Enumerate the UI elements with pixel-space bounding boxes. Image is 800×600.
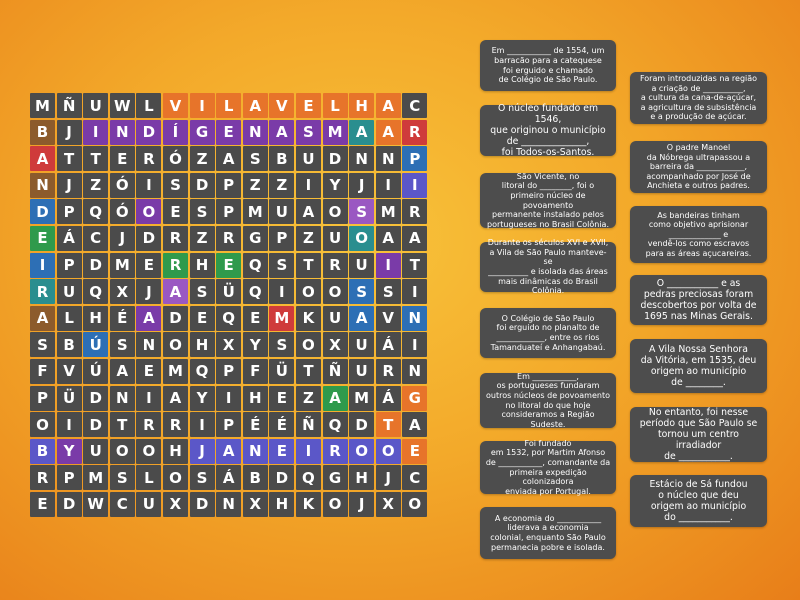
letter-cell[interactable]: A xyxy=(402,412,427,437)
letter-cell[interactable]: N xyxy=(136,332,161,357)
letter-cell[interactable]: E xyxy=(296,93,321,118)
letter-cell[interactable]: J xyxy=(349,173,374,198)
letter-cell[interactable]: K xyxy=(296,306,321,331)
letter-cell[interactable]: Q xyxy=(243,279,268,304)
letter-cell[interactable]: E xyxy=(216,253,241,278)
letter-cell[interactable]: D xyxy=(136,226,161,251)
letter-cell[interactable]: N xyxy=(376,146,401,171)
letter-cell[interactable]: S xyxy=(349,199,374,224)
letter-cell[interactable]: T xyxy=(296,253,321,278)
letter-cell[interactable]: Ü xyxy=(216,279,241,304)
letter-cell[interactable]: A xyxy=(269,120,294,145)
letter-cell[interactable]: E xyxy=(190,306,215,331)
letter-cell[interactable]: U xyxy=(349,332,374,357)
letter-cell[interactable]: N xyxy=(402,306,427,331)
letter-cell[interactable]: H xyxy=(190,332,215,357)
letter-cell[interactable]: W xyxy=(83,492,108,517)
letter-cell[interactable]: S xyxy=(296,120,321,145)
letter-cell[interactable]: N xyxy=(402,359,427,384)
clue-card[interactable]: A Vila Nossa Senhora da Vitória, em 1535, deu origem ao município de ________. xyxy=(630,339,767,393)
clue-card[interactable]: Estácio de Sá fundou o núcleo que deu origem ao município do ___________. xyxy=(630,475,767,527)
letter-cell[interactable]: H xyxy=(83,306,108,331)
letter-cell[interactable]: Q xyxy=(216,306,241,331)
letter-cell[interactable]: R xyxy=(402,120,427,145)
letter-cell[interactable]: X xyxy=(110,279,135,304)
letter-cell[interactable]: T xyxy=(296,359,321,384)
letter-cell[interactable]: U xyxy=(136,492,161,517)
letter-cell[interactable]: O xyxy=(323,199,348,224)
letter-cell[interactable]: O xyxy=(402,492,427,517)
letter-cell[interactable]: I xyxy=(402,279,427,304)
letter-cell[interactable]: A xyxy=(30,306,55,331)
letter-cell[interactable]: B xyxy=(269,146,294,171)
letter-cell[interactable]: A xyxy=(243,93,268,118)
letter-cell[interactable]: Á xyxy=(57,226,82,251)
letter-cell[interactable]: I xyxy=(190,93,215,118)
letter-cell[interactable]: R xyxy=(163,253,188,278)
letter-cell[interactable]: Á xyxy=(376,386,401,411)
letter-cell[interactable]: X xyxy=(376,492,401,517)
letter-cell[interactable]: M xyxy=(376,199,401,224)
letter-cell[interactable]: Q xyxy=(323,412,348,437)
clue-card[interactable]: O núcleo fundado em 1546, que originou o município de ______________, foi Todos-os-Santos. xyxy=(480,105,616,156)
letter-cell[interactable]: M xyxy=(163,359,188,384)
clue-card[interactable]: São Vicente, no litoral do ________, foi o primeiro núcleo de povoamento permanente instalado pelos portugueses no Brasil Colônia. xyxy=(480,173,616,228)
clue-card[interactable]: O Colégio de São Paulo foi erguido no planalto de ____________, entre os rios Tamanduateí e Anhangabaú. xyxy=(480,308,616,358)
letter-cell[interactable]: Ú xyxy=(83,359,108,384)
letter-cell[interactable]: J xyxy=(136,279,161,304)
letter-cell[interactable]: S xyxy=(243,146,268,171)
letter-cell[interactable]: Z xyxy=(190,226,215,251)
letter-cell[interactable]: H xyxy=(269,492,294,517)
letter-cell[interactable]: I xyxy=(269,279,294,304)
letter-cell[interactable]: I xyxy=(296,439,321,464)
letter-cell[interactable]: D xyxy=(57,492,82,517)
letter-cell[interactable]: I xyxy=(136,386,161,411)
letter-cell[interactable]: R xyxy=(30,279,55,304)
word-search-grid xyxy=(30,93,427,517)
letter-cell[interactable]: Q xyxy=(83,199,108,224)
letter-cell[interactable]: M xyxy=(243,199,268,224)
letter-cell[interactable]: N xyxy=(216,492,241,517)
letter-cell[interactable]: O xyxy=(376,439,401,464)
clue-card[interactable]: O ___________ e as pedras preciosas foram descobertos por volta de 1695 nas Minas Gerais. xyxy=(630,275,767,325)
letter-cell[interactable]: R xyxy=(323,439,348,464)
letter-cell[interactable]: U xyxy=(83,439,108,464)
letter-cell[interactable]: P xyxy=(57,253,82,278)
letter-cell[interactable]: N xyxy=(349,146,374,171)
letter-cell[interactable]: Z xyxy=(190,146,215,171)
letter-cell[interactable]: I xyxy=(402,173,427,198)
letter-cell[interactable]: J xyxy=(376,465,401,490)
letter-cell[interactable]: T xyxy=(57,146,82,171)
letter-cell[interactable]: H xyxy=(349,93,374,118)
letter-cell[interactable]: P xyxy=(402,146,427,171)
letter-cell[interactable]: Á xyxy=(376,332,401,357)
letter-cell[interactable]: I xyxy=(216,386,241,411)
letter-cell[interactable]: F xyxy=(243,359,268,384)
letter-cell[interactable]: M xyxy=(323,120,348,145)
letter-cell[interactable]: S xyxy=(110,332,135,357)
letter-cell[interactable]: Z xyxy=(269,173,294,198)
letter-cell[interactable]: A xyxy=(216,146,241,171)
letter-cell[interactable]: J xyxy=(110,226,135,251)
letter-cell[interactable]: G xyxy=(190,120,215,145)
letter-cell[interactable]: N xyxy=(243,120,268,145)
letter-cell[interactable]: P xyxy=(57,465,82,490)
letter-cell[interactable]: Ñ xyxy=(323,359,348,384)
letter-cell[interactable]: E xyxy=(163,199,188,224)
letter-cell[interactable]: Ñ xyxy=(296,412,321,437)
letter-cell[interactable]: É xyxy=(269,412,294,437)
letter-cell[interactable]: C xyxy=(402,93,427,118)
letter-cell[interactable]: Ü xyxy=(269,359,294,384)
letter-cell[interactable]: O xyxy=(323,279,348,304)
letter-cell[interactable]: I xyxy=(190,412,215,437)
letter-cell[interactable]: E xyxy=(136,253,161,278)
letter-cell[interactable]: R xyxy=(163,226,188,251)
letter-cell[interactable]: H xyxy=(190,253,215,278)
letter-cell[interactable]: Z xyxy=(296,386,321,411)
letter-cell[interactable]: C xyxy=(110,492,135,517)
letter-cell[interactable]: U xyxy=(323,306,348,331)
letter-cell[interactable]: P xyxy=(216,199,241,224)
letter-cell[interactable]: Q xyxy=(243,253,268,278)
letter-cell[interactable]: T xyxy=(110,412,135,437)
letter-cell[interactable]: I xyxy=(376,253,401,278)
letter-cell[interactable]: U xyxy=(269,199,294,224)
letter-cell[interactable]: A xyxy=(402,226,427,251)
letter-cell[interactable]: E xyxy=(243,306,268,331)
letter-cell[interactable]: M xyxy=(269,306,294,331)
letter-cell[interactable]: I xyxy=(296,173,321,198)
letter-cell[interactable]: O xyxy=(163,465,188,490)
letter-cell[interactable]: P xyxy=(269,226,294,251)
letter-cell[interactable]: Á xyxy=(216,465,241,490)
letter-cell[interactable]: A xyxy=(323,386,348,411)
letter-cell[interactable]: D xyxy=(163,306,188,331)
letter-cell[interactable]: A xyxy=(376,226,401,251)
letter-cell[interactable]: V xyxy=(163,93,188,118)
letter-cell[interactable]: M xyxy=(110,253,135,278)
letter-cell[interactable]: Z xyxy=(243,173,268,198)
letter-cell[interactable]: I xyxy=(376,173,401,198)
letter-cell[interactable]: R xyxy=(216,226,241,251)
letter-cell[interactable]: J xyxy=(190,439,215,464)
letter-cell[interactable]: S xyxy=(269,332,294,357)
letter-cell[interactable]: I xyxy=(402,332,427,357)
letter-cell[interactable]: Ú xyxy=(83,332,108,357)
letter-cell[interactable]: D xyxy=(190,492,215,517)
letter-cell[interactable]: P xyxy=(216,412,241,437)
letter-cell[interactable]: P xyxy=(30,386,55,411)
letter-cell[interactable]: Y xyxy=(57,439,82,464)
letter-cell[interactable]: I xyxy=(57,412,82,437)
letter-cell[interactable]: J xyxy=(349,492,374,517)
letter-cell[interactable]: B xyxy=(57,332,82,357)
letter-cell[interactable]: R xyxy=(402,199,427,224)
letter-cell[interactable]: K xyxy=(296,492,321,517)
letter-cell[interactable]: O xyxy=(323,492,348,517)
letter-cell[interactable]: P xyxy=(216,173,241,198)
letter-cell[interactable]: M xyxy=(30,93,55,118)
letter-cell[interactable]: L xyxy=(323,93,348,118)
clue-card[interactable]: Em ___________, os portugueses fundaram outros núcleos de povoamento no litoral do que hoje consideramos a Região Sudeste. xyxy=(480,373,616,428)
letter-cell[interactable]: Q xyxy=(83,279,108,304)
letter-cell[interactable]: O xyxy=(163,332,188,357)
letter-cell[interactable]: É xyxy=(243,412,268,437)
letter-cell[interactable]: W xyxy=(110,93,135,118)
letter-cell[interactable]: E xyxy=(136,359,161,384)
letter-cell[interactable]: V xyxy=(57,359,82,384)
letter-cell[interactable]: D xyxy=(190,173,215,198)
clue-card[interactable]: Foram introduzidas na região a criação de __________, a cultura da cana-de-açúcar, a agricultura de subsistência e a produção de açúcar. xyxy=(630,72,767,124)
letter-cell[interactable]: U xyxy=(323,226,348,251)
letter-cell[interactable]: J xyxy=(57,120,82,145)
clue-card[interactable]: O padre Manoel da Nóbrega ultrapassou a barreira da ____________, acompanhado por José de Anchieta e outros padres. xyxy=(630,141,767,193)
letter-cell[interactable]: R xyxy=(163,412,188,437)
letter-cell[interactable]: A xyxy=(349,120,374,145)
letter-cell[interactable]: N xyxy=(243,439,268,464)
letter-cell[interactable]: Ó xyxy=(110,199,135,224)
letter-cell[interactable]: D xyxy=(83,412,108,437)
letter-cell[interactable]: B xyxy=(30,120,55,145)
letter-cell[interactable]: H xyxy=(163,439,188,464)
letter-cell[interactable]: U xyxy=(83,93,108,118)
letter-cell[interactable]: X xyxy=(243,492,268,517)
letter-cell[interactable]: H xyxy=(349,465,374,490)
letter-cell[interactable]: A xyxy=(376,120,401,145)
letter-cell[interactable]: O xyxy=(110,439,135,464)
letter-cell[interactable]: X xyxy=(163,492,188,517)
letter-cell[interactable]: C xyxy=(83,226,108,251)
letter-cell[interactable]: R xyxy=(136,146,161,171)
letter-cell[interactable]: D xyxy=(30,199,55,224)
letter-cell[interactable]: A xyxy=(216,439,241,464)
letter-cell[interactable]: U xyxy=(349,359,374,384)
letter-cell[interactable]: D xyxy=(323,146,348,171)
letter-cell[interactable]: G xyxy=(243,226,268,251)
letter-cell[interactable]: S xyxy=(30,332,55,357)
letter-cell[interactable]: D xyxy=(83,386,108,411)
letter-cell[interactable]: E xyxy=(30,226,55,251)
letter-cell[interactable]: L xyxy=(57,306,82,331)
letter-cell[interactable]: X xyxy=(323,332,348,357)
letter-cell[interactable]: F xyxy=(30,359,55,384)
clue-card[interactable]: As bandeiras tinham como objetivo aprisionar _____________ e vendê-los como escravos para as áreas açucareiras. xyxy=(630,206,767,263)
letter-cell[interactable]: O xyxy=(136,199,161,224)
letter-cell[interactable]: Ü xyxy=(57,386,82,411)
letter-cell[interactable]: B xyxy=(30,439,55,464)
letter-cell[interactable]: R xyxy=(323,253,348,278)
letter-cell[interactable]: S xyxy=(190,465,215,490)
letter-cell[interactable]: S xyxy=(269,253,294,278)
letter-cell[interactable]: É xyxy=(110,306,135,331)
letter-cell[interactable]: S xyxy=(349,279,374,304)
letter-cell[interactable]: M xyxy=(83,465,108,490)
letter-cell[interactable]: A xyxy=(349,306,374,331)
letter-cell[interactable]: Y xyxy=(243,332,268,357)
letter-cell[interactable]: O xyxy=(136,439,161,464)
letter-cell[interactable]: Z xyxy=(83,173,108,198)
letter-cell[interactable]: O xyxy=(349,439,374,464)
letter-cell[interactable]: U xyxy=(57,279,82,304)
letter-cell[interactable]: C xyxy=(402,465,427,490)
letter-cell[interactable]: D xyxy=(136,120,161,145)
letter-cell[interactable]: I xyxy=(30,253,55,278)
letter-cell[interactable]: A xyxy=(163,279,188,304)
letter-cell[interactable]: N xyxy=(110,120,135,145)
letter-cell[interactable]: R xyxy=(136,412,161,437)
letter-cell[interactable]: E xyxy=(30,492,55,517)
letter-cell[interactable]: Q xyxy=(296,465,321,490)
letter-cell[interactable]: Ñ xyxy=(57,93,82,118)
letter-cell[interactable]: T xyxy=(376,412,401,437)
letter-cell[interactable]: Y xyxy=(190,386,215,411)
letter-cell[interactable]: N xyxy=(30,173,55,198)
clue-card[interactable]: Durante os séculos XVI e XVII, a Vila de São Paulo manteve-se __________ e isolada das áreas mais dinâmicas do Brasil Colônia. xyxy=(480,242,616,292)
letter-cell[interactable]: S xyxy=(190,279,215,304)
letter-cell[interactable]: E xyxy=(402,439,427,464)
letter-cell[interactable]: R xyxy=(376,359,401,384)
letter-cell[interactable]: G xyxy=(402,386,427,411)
letter-cell[interactable]: E xyxy=(269,439,294,464)
letter-cell[interactable]: I xyxy=(136,173,161,198)
letter-cell[interactable]: D xyxy=(269,465,294,490)
letter-cell[interactable]: U xyxy=(349,253,374,278)
letter-cell[interactable]: O xyxy=(349,226,374,251)
letter-cell[interactable]: B xyxy=(243,465,268,490)
letter-cell[interactable]: L xyxy=(216,93,241,118)
letter-cell[interactable]: M xyxy=(349,386,374,411)
letter-cell[interactable]: J xyxy=(57,173,82,198)
letter-cell[interactable]: H xyxy=(243,386,268,411)
letter-cell[interactable]: X xyxy=(216,332,241,357)
letter-cell[interactable]: S xyxy=(376,279,401,304)
clue-card[interactable]: Em ___________ de 1554, um barracão para a catequese foi erguido e chamado de Colégio de São Paulo. xyxy=(480,40,616,91)
letter-cell[interactable]: P xyxy=(216,359,241,384)
letter-cell[interactable]: I xyxy=(83,120,108,145)
letter-cell[interactable]: V xyxy=(376,306,401,331)
letter-cell[interactable]: A xyxy=(376,93,401,118)
letter-cell[interactable]: T xyxy=(83,146,108,171)
letter-cell[interactable]: Í xyxy=(163,120,188,145)
letter-cell[interactable]: L xyxy=(136,465,161,490)
letter-cell[interactable]: A xyxy=(136,306,161,331)
letter-cell[interactable]: D xyxy=(349,412,374,437)
letter-cell[interactable]: N xyxy=(110,386,135,411)
letter-cell[interactable]: E xyxy=(216,120,241,145)
clue-card[interactable]: A economia do ___________ liderava a economia colonial, enquanto São Paulo permanecia pobre e isolada. xyxy=(480,507,616,559)
letter-cell[interactable]: S xyxy=(190,199,215,224)
letter-cell[interactable]: A xyxy=(110,359,135,384)
letter-cell[interactable]: P xyxy=(57,199,82,224)
letter-cell[interactable]: S xyxy=(163,173,188,198)
letter-cell[interactable]: D xyxy=(83,253,108,278)
letter-cell[interactable]: A xyxy=(30,146,55,171)
letter-cell[interactable]: V xyxy=(269,93,294,118)
letter-cell[interactable]: A xyxy=(296,199,321,224)
letter-cell[interactable]: O xyxy=(30,412,55,437)
letter-cell[interactable]: E xyxy=(269,386,294,411)
letter-cell[interactable]: Z xyxy=(296,226,321,251)
letter-cell[interactable]: O xyxy=(296,332,321,357)
letter-cell[interactable]: O xyxy=(296,279,321,304)
letter-cell[interactable]: S xyxy=(110,465,135,490)
letter-cell[interactable]: Y xyxy=(323,173,348,198)
letter-cell[interactable]: Q xyxy=(190,359,215,384)
letter-cell[interactable]: T xyxy=(402,253,427,278)
clue-card[interactable]: No entanto, foi nesse período que São Paulo se tornou um centro irradiador de ___________. xyxy=(630,407,767,462)
letter-cell[interactable]: Ó xyxy=(110,173,135,198)
letter-cell[interactable]: L xyxy=(136,93,161,118)
letter-cell[interactable]: U xyxy=(296,146,321,171)
letter-cell[interactable]: Ó xyxy=(163,146,188,171)
letter-cell[interactable]: E xyxy=(110,146,135,171)
letter-cell[interactable]: R xyxy=(30,465,55,490)
clue-card[interactable]: Foi fundado em 1532, por Martim Afonso de ___________, comandante da primeira expedição colonizadora enviada por Portugal. xyxy=(480,441,616,494)
letter-cell[interactable]: G xyxy=(323,465,348,490)
letter-cell[interactable]: A xyxy=(163,386,188,411)
